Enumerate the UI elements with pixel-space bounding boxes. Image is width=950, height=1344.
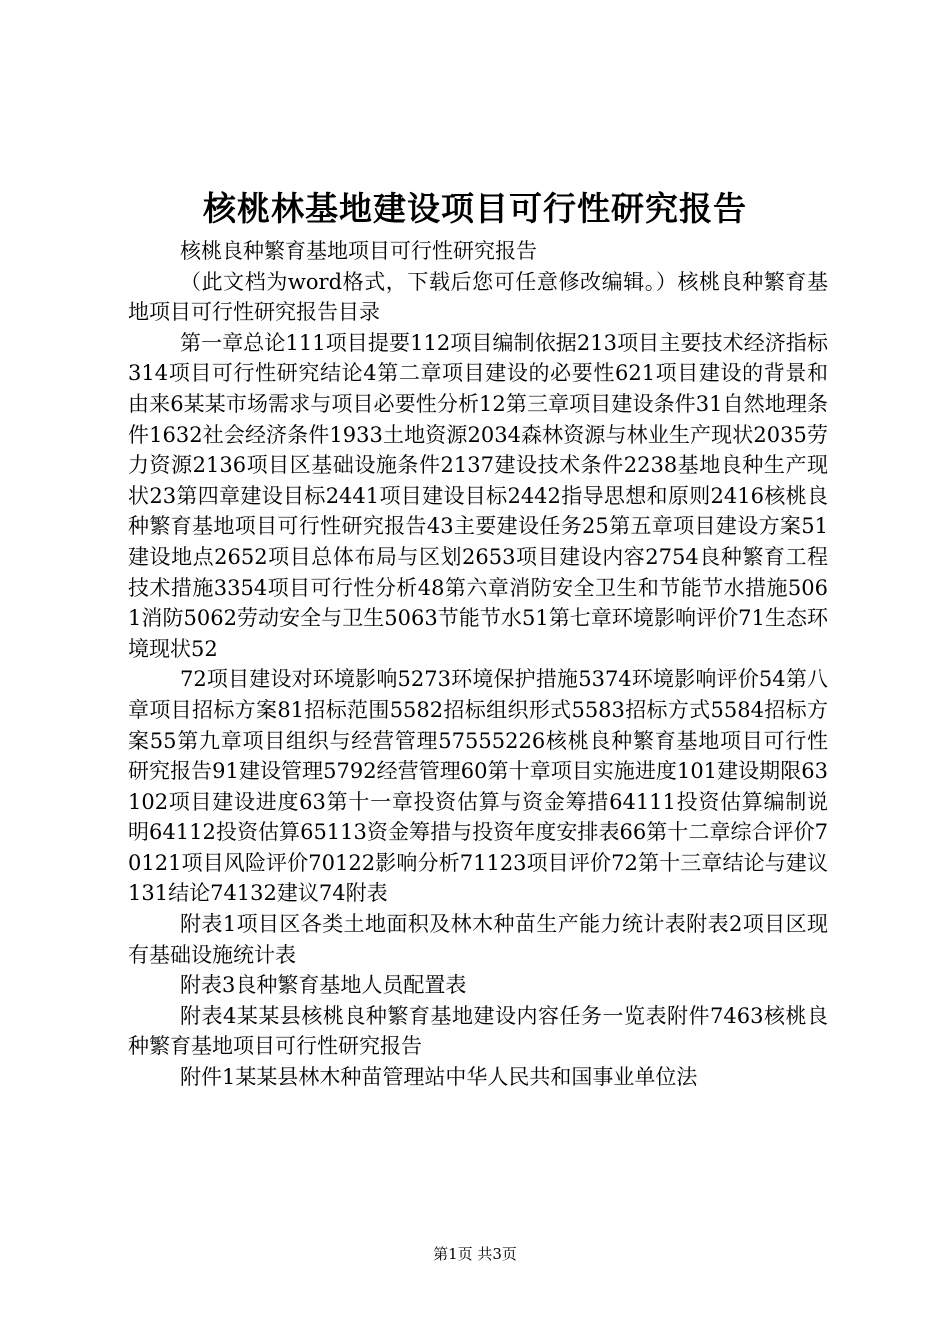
paragraph: 第一章总论111项目提要112项目编制依据213项目主要技术经济指标314项目可行性研究结论4第二章项目建设的必要性621项目建设的背景和由来6某某市场需求与项目必要性分析12第三章项目建设条件31自然地理条件1632社会经济条件1933土地资源2034森林资源与林业生产现状2035劳力资源2136项目区基础设施条件2137建设技术条件2238基地良种生产现状23第四章建设目标2441项目建设目标2442指导思想和原则2416核桃良种繁育基地项目可行性研究报告43主要建设任务25第五章项目建设方案51建设地点2652项目总体布局与区划2653项目建设内容2754良种繁育工程技术措施3354项目可行性分析48第六章消防安全卫生和节能节水措施5061消防5062劳动安全与卫生5063节能节水51第七章环境影响评价71生态环境现状52 <box>128 330 828 661</box>
paragraph: 附件1某某县林木种苗管理站中华人民共和国事业单位法 <box>180 1065 698 1090</box>
document-body <box>128 236 828 1093</box>
page-footer: 第1页 共3页 <box>433 1245 517 1263</box>
paragraph: 附表1项目区各类土地面积及林木种苗生产能力统计表附表2项目区现有基础设施统计表 <box>128 912 828 967</box>
document-title: 核桃林基地建设项目可行性研究报告 <box>203 189 747 228</box>
paragraph: 核桃良种繁育基地项目可行性研究报告 <box>180 239 537 263</box>
paragraph: 72项目建设对环境影响5273环境保护措施5374环境影响评价54第八章项目招标方案81招标范围5582招标组织形式5583招标方式5584招标方案55第九章项目组织与经营管理57555226核桃良种繁育基地项目可行性研究报告91建设管理5792经营管理60第十章项目实施进度101建设期限63102项目建设进度63第十一章投资估算与资金筹措64111投资估算编制说明64112投资估算65113资金筹措与投资年度安排表66第十二章综合评价70121项目风险评价70122影响分析71123项目评价72第十三章结论与建议131结论74132建议74附表 <box>128 667 828 906</box>
paragraph: （此文档为word格式，下载后您可任意修改编辑。）核桃良种繁育基地项目可行性研究报告目录 <box>128 269 828 325</box>
paragraph: 附表3良种繁育基地人员配置表 <box>180 973 467 998</box>
paragraph: 附表4某某县核桃良种繁育基地建设内容任务一览表附件7463核桃良种繁育基地项目可行性研究报告 <box>128 1003 828 1059</box>
